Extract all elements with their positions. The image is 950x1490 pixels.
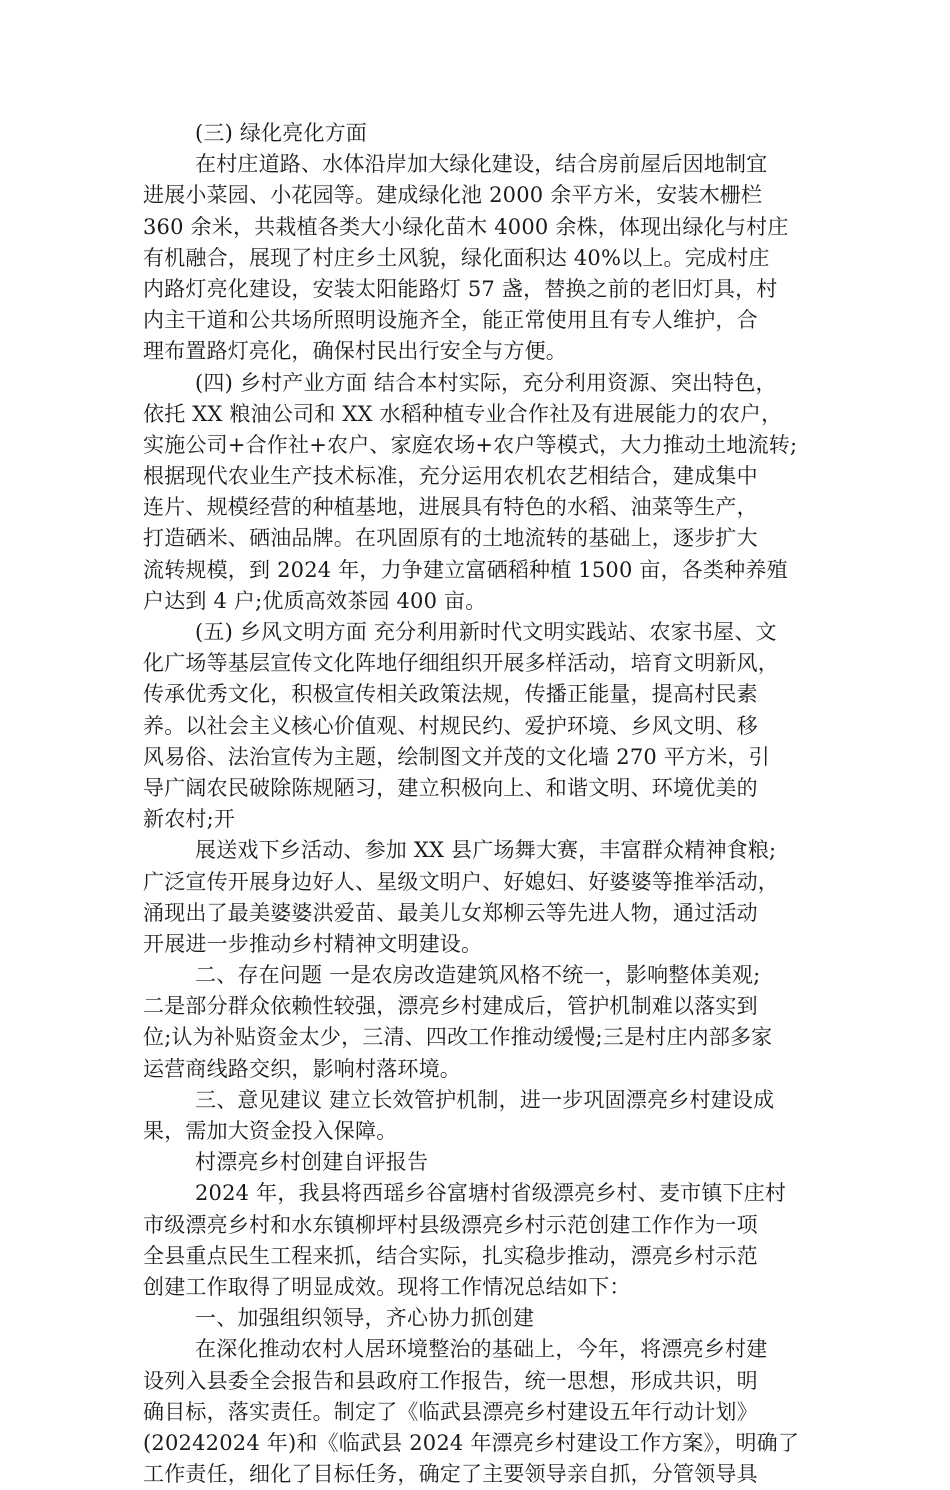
- text-line: (三) 绿化亮化方面: [195, 121, 368, 145]
- text-line: 连片、规模经营的种植基地，进展具有特色的水稻、油菜等生产，: [143, 495, 758, 520]
- text-line: 位;认为补贴资金太少，三清、四改工作推动缓慢;三是村庄内部多家: [143, 1025, 773, 1050]
- text-line: 工作责任，细化了目标任务，确定了主要领导亲自抓，分管领导具: [143, 1462, 758, 1487]
- text-line: (四) 乡村产业方面 结合本村实际，充分利用资源、突出特色，: [195, 370, 777, 395]
- text-line: 市级漂亮乡村和水东镇柳坪村县级漂亮乡村示范创建工作作为一项: [143, 1212, 758, 1237]
- document-body: [143, 118, 813, 1490]
- text-line: 设列入县委全会报告和县政府工作报告，统一思想，形成共识，明: [143, 1368, 758, 1393]
- text-line: 户达到 4 户;优质高效茶园 400 亩。: [143, 588, 487, 613]
- text-line: 导广阔农民破除陈规陋习，建立积极向上、和谐文明、环境优美的: [143, 775, 758, 800]
- text-line: 开展进一步推动乡村精神文明建设。: [143, 931, 483, 956]
- text-line: 有机融合，展现了村庄乡土风貌，绿化面积达 40%以上。完成村庄: [143, 245, 770, 270]
- text-line: 化广场等基层宣传文化阵地仔细组织开展多样活动，培育文明新风，: [143, 651, 779, 676]
- text-line: 传承优秀文化，积极宣传相关政策法规，传播正能量，提高村民素: [143, 682, 758, 707]
- text-line: 风易俗、法治宣传为主题，绘制图文并茂的文化墙 270 平方米，引: [143, 744, 770, 769]
- text-line: 展送戏下乡活动、参加 XX 县广场舞大赛，丰富群众精神食粮;: [195, 838, 777, 863]
- text-line: 村漂亮乡村创建自评报告: [195, 1150, 429, 1175]
- text-line: 确目标，落实责任。制定了《临武县漂亮乡村建设五年行动计划》: [143, 1399, 758, 1424]
- text-line: 根据现代农业生产技术标准，充分运用农机农艺相结合，建成集中: [143, 464, 758, 489]
- text-line: 二是部分群众依赖性较强，漂亮乡村建成后，管护机制难以落实到: [143, 994, 758, 1019]
- text-line: (五) 乡风文明方面 充分利用新时代文明实践站、农家书屋、文: [195, 620, 777, 644]
- text-line: 在村庄道路、水体沿岸加大绿化建设，结合房前屋后因地制宜: [195, 152, 768, 177]
- text-line: 进展小菜园、小花园等。建成绿化池 2000 余平方米，安装木栅栏: [143, 183, 763, 208]
- text-line: 三、意见建议 建立长效管护机制，进一步巩固漂亮乡村建设成: [195, 1087, 775, 1112]
- text-line: 二、存在问题 一是农房改造建筑风格不统一，影响整体美观;: [195, 963, 761, 988]
- text-line: 2024 年，我县将西瑶乡谷富塘村省级漂亮乡村、麦市镇下庄村: [195, 1181, 787, 1206]
- text-line: 一、加强组织领导，齐心协力抓创建: [195, 1306, 535, 1331]
- text-line: 在深化推动农村人居环境整治的基础上，今年，将漂亮乡村建: [195, 1337, 768, 1362]
- text-line: 360 余米，共栽植各类大小绿化苗木 4000 余株，体现出绿化与村庄: [143, 214, 789, 239]
- text-line: 理布置路灯亮化，确保村民出行安全与方便。: [143, 339, 567, 364]
- text-line: 涌现出了最美婆婆洪爱苗、最美儿女郑柳云等先进人物，通过活动: [143, 900, 758, 925]
- text-line: 内主干道和公共场所照明设施齐全，能正常使用且有专人维护，合: [143, 308, 758, 333]
- text-line: 实施公司+合作社+农户、家庭农场+农户等模式，大力推动土地流转;: [143, 432, 798, 457]
- text-line: 广泛宣传开展身边好人、星级文明户、好媳妇、好婆婆等推举活动，: [143, 869, 779, 894]
- text-line: 运营商线路交织，影响村落环境。: [143, 1056, 461, 1081]
- text-line: 养。以社会主义核心价值观、村规民约、爱护环境、乡风文明、移: [143, 713, 758, 738]
- text-line: 创建工作取得了明显成效。现将工作情况总结如下：: [143, 1274, 631, 1299]
- text-line: 新农村;开: [143, 807, 236, 832]
- text-line: 内路灯亮化建设，安装太阳能路灯 57 盏，替换之前的老旧灯具，村: [143, 276, 778, 301]
- text-line: 流转规模，到 2024 年，力争建立富硒稻种植 1500 亩，各类种养殖: [143, 557, 788, 582]
- text-line: 全县重点民生工程来抓，结合实际，扎实稳步推动，漂亮乡村示范: [143, 1243, 758, 1268]
- text-line: 打造硒米、硒油品牌。在巩固原有的土地流转的基础上，逐步扩大: [143, 526, 758, 551]
- text-line: 依托 XX 粮油公司和 XX 水稻种植专业合作社及有进展能力的农户，: [143, 401, 783, 426]
- text-line: 果，需加大资金投入保障。: [143, 1119, 398, 1143]
- text-line: (20242024 年)和《临武县 2024 年漂亮乡村建设工作方案》，明确了: [143, 1430, 800, 1455]
